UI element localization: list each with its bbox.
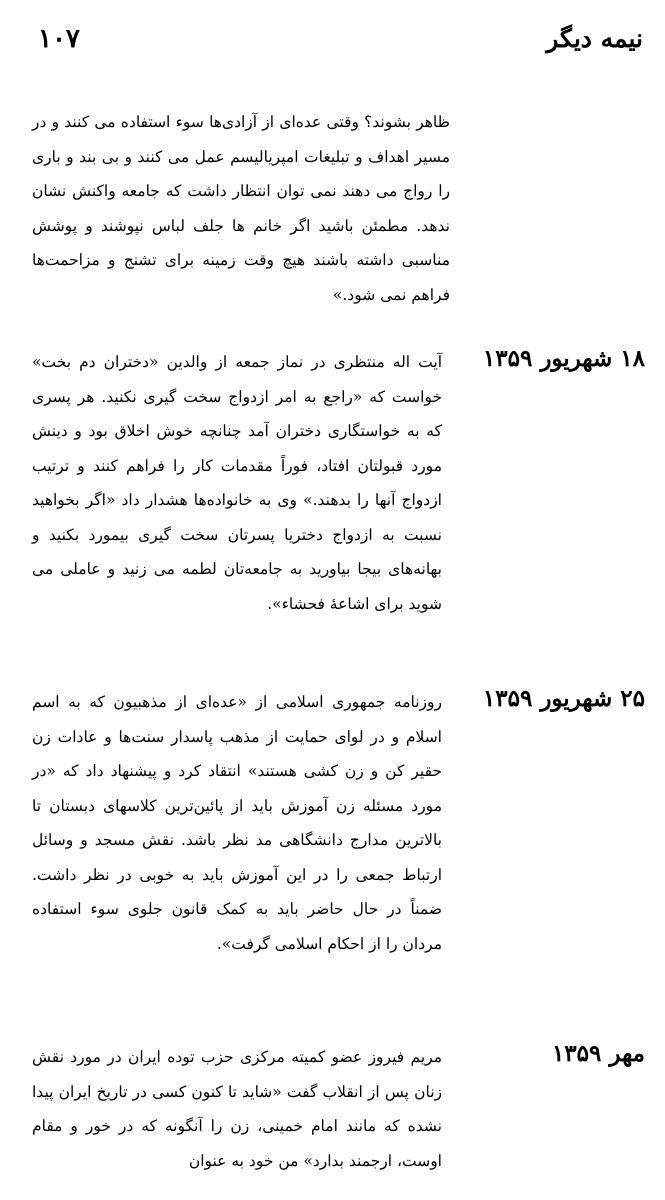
entry-text: مریم فیروز عضو کمیته مرکزی حزب توده ایران در مورد نقش زنان پس از انقلاب گفت «شاید تا کنون کسی در تاریخ ایران پیدا نشده که مانند امام خمینی، زن را آنگونه که در خور و مقام اوست، ارجمند بدارد» من خود به عنوان: [32, 1048, 442, 1170]
entry-text: ظاهر بشوند؟ وقتی عده‌ای از آزادی‌ها سوء استفاده می کنند و در مسیر اهداف و تبلیغات امپریالیسم عمل می کنند و بی بند و باری را رواج می دهند نمی توان انتظار داشت که جامعه واکنش نشان ندهد. مطمئن باشید اگر خانم ها جلف لباس نپوشند و پوشش مناسبی داشته باشند هیچ وقت زمینه برای تشنج و مزاحمت‌ها فراهم نمی شود.»: [32, 113, 450, 304]
page-header: [0, 20, 665, 70]
entry-text: روزنامه جمهوری اسلامی از «عده‌ای از مذهبیون که به اسم اسلام و در لوای حمایت از مذهب پاسدار سنت‌ها و عادات زن حقیر کن و زن کشی هستند» انتقاد کرد و پیشنهاد داد که «در مورد مسئله زن آموزش باید از پائین‌ترین کلاسهای دبستان تا بالاترین مدارج دانشگاهی مد نظر باشد. نقش مسجد و وسائل ارتباط جمعی را در این آموزش باید به خوبی در نظر داشت. ضمناً در حال حاضر باید به کمک قانون جلوی سوء استفاده مردان را از احکام اسلامی گرفت».: [32, 693, 442, 953]
entry-date: ۲۵ شهریور ۱۳۵۹: [482, 685, 645, 712]
entry-date: مهر ۱۳۵۹: [551, 1040, 645, 1067]
entry-text: آیت اله منتظری در نماز جمعه از والدین «دختران دم بخت» خواست که «راجع به امر ازدواج سخت گیری نکنید. هر پسری که به خواستگاری دختران آمد چنانچه خوش اخلاق بود و دینش مورد قبولتان افتاد، فوراً مقدمات کار را فراهم کنند و ترتیب ازدواج آنها را بدهند.» وی به خانواده‌ها هشدار داد «اگر بخواهید نسبت به ازدواج دختریا پسرتان سخت گیری بیمورد بکنید و بهانه‌های بیجا بیاورید به جامعه‌تان لطمه می زنید و عاملی می شوید برای اشاعهٔ فحشاء».: [32, 353, 442, 613]
page-number: ۱۰۷: [38, 24, 80, 54]
page-title: نیمه دیگر: [546, 24, 643, 53]
entry-date: ۱۸ شهریور ۱۳۵۹: [482, 345, 645, 372]
